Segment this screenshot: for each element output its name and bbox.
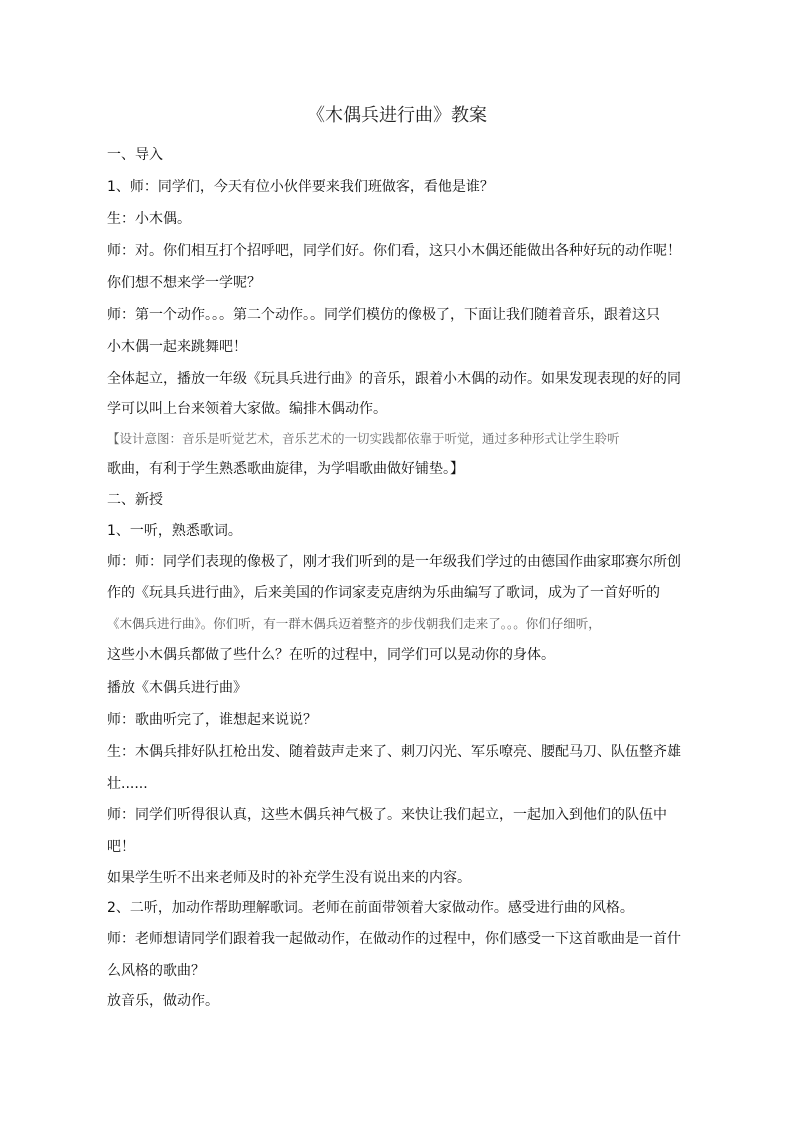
paragraph-line: 1、一听，熟悉歌词。 <box>107 523 242 539</box>
paragraph-line: 么风格的歌曲？ <box>107 963 205 979</box>
design-intent-line: 歌曲，有利于学生熟悉歌曲旋律，为学唱歌曲做好铺垫。】 <box>107 461 464 477</box>
paragraph-line: 全体起立，播放一年级《玩具兵进行曲》的音乐，跟着小木偶的动作。如果发现表现的好的同 <box>107 371 681 387</box>
design-intent-line: 【设计意图：音乐是听觉艺术，音乐艺术的一切实践都依靠于听觉，通过多种形式让学生聆听 <box>107 431 620 446</box>
paragraph-line: 师：同学们听得很认真，这些木偶兵神气极了。来快让我们起立，一起加入到他们的队伍中 <box>107 807 667 823</box>
paragraph-line: 学可以叫上台来领着大家做。编排木偶动作。 <box>107 401 387 417</box>
section-heading-new: 二、新授 <box>107 492 163 508</box>
paragraph-line: 生：木偶兵排好队扛枪出发、随着鼓声走来了、刺刀闪光、军乐嘹亮、腰配马刀、队伍整齐雄 <box>107 744 681 760</box>
paragraph-line: 师：第一个动作。。。第二个动作。。同学们模仿的像极了，下面让我们随着音乐，跟着这只 <box>107 307 660 323</box>
paragraph-line: 师：歌曲听完了，谁想起来说说？ <box>107 712 317 728</box>
paragraph-line: 你们想不想来学一学呢？ <box>107 275 261 291</box>
paragraph-line: 如果学生听不出来老师及时的补充学生没有说出来的内容。 <box>107 870 471 886</box>
paragraph-line: 吧！ <box>107 839 135 855</box>
paragraph-line: 壮...... <box>107 776 148 792</box>
paragraph-line: 小木偶一起来跳舞吧！ <box>107 339 247 355</box>
paragraph-line: 1、师：同学们，今天有位小伙伴要来我们班做客，看他是谁？ <box>107 179 494 195</box>
paragraph-line: 放音乐，做动作。 <box>107 993 219 1009</box>
page-title: 《木偶兵进行曲》教案 <box>307 105 487 126</box>
paragraph-line: 播放《木偶兵进行曲》 <box>107 680 247 696</box>
paragraph-line: 2、二听，加动作帮助理解歌词。老师在前面带领着大家做动作。感受进行曲的风格。 <box>107 900 634 916</box>
paragraph-line: 生：小木偶。 <box>107 211 191 227</box>
paragraph-line: 师：老师想请同学们跟着我一起做动作，在做动作的过程中，你们感受一下这首歌曲是一首什 <box>107 931 681 947</box>
section-heading-intro: 一、导入 <box>107 147 163 163</box>
paragraph-line: 这些小木偶兵都做了些什么？在听的过程中，同学们可以晃动你的身体。 <box>107 647 555 663</box>
paragraph-line: 师：师：同学们表现的像极了，刚才我们听到的是一年级我们学过的由德国作曲家耶赛尔所创 <box>107 554 681 570</box>
paragraph-line: 师：对。你们相互打个招呼吧，同学们好。你们看，这只小木偶还能做出各种好玩的动作呢！ <box>107 243 681 259</box>
paragraph-line: 作的《玩具兵进行曲》，后来美国的作词家麦克唐纳为乐曲编写了歌词，成为了一首好听的 <box>107 585 660 601</box>
paragraph-line: 《木偶兵进行曲》。你们听，有一群木偶兵迈着整齐的步伐朝我们走来了。。。你们仔细听， <box>107 616 601 631</box>
